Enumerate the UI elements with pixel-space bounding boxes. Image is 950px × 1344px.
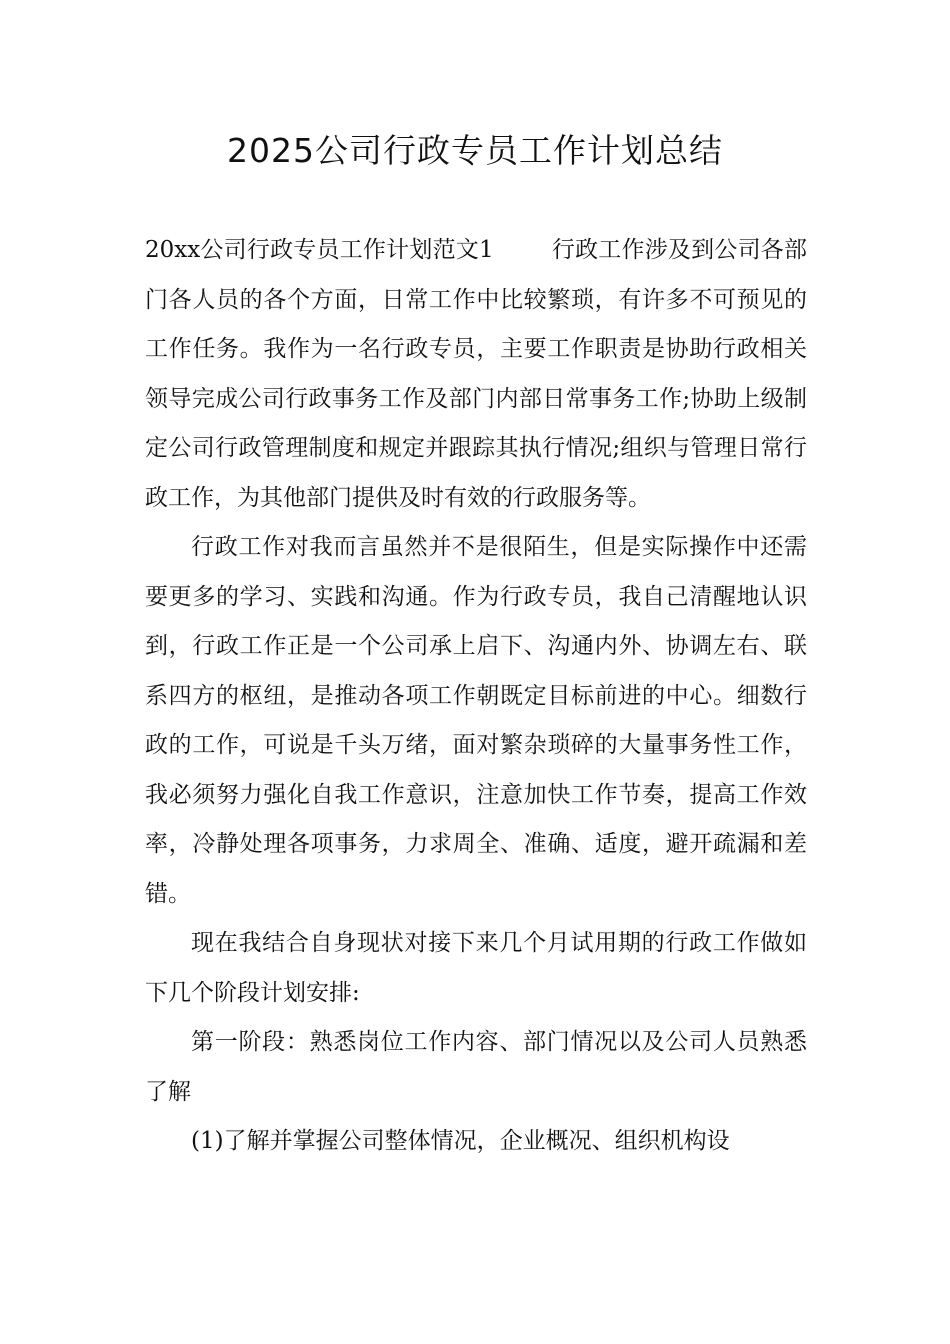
paragraph-3: 现在我结合自身现状对接下来几个月试用期的行政工作做如下几个阶段计划安排: bbox=[145, 930, 807, 1006]
paragraph-4: 第一阶段：熟悉岗位工作内容、部门情况以及公司人员熟悉了解 bbox=[145, 1029, 807, 1105]
document-title: 2025公司行政专员工作计划总结 bbox=[227, 131, 723, 170]
paragraph-intro bbox=[145, 226, 807, 523]
document-body bbox=[145, 226, 807, 1167]
paragraph-1-text: 行政工作涉及到公司各部门各人员的各个方面，日常工作中比较繁琐，有许多不可预见的工作任务。我作为一名行政专员，主要工作职责是协助行政相关领导完成公司行政事务工作及部门内部日常事务工作;协助上级制定公司行政管理制度和规定并跟踪其执行情况;组织与管理日常行政工作，为其他部门提供及时有效的行政服务等。 bbox=[145, 237, 808, 511]
paragraph-5: (1)了解并掌握公司整体情况，企业概况、组织机构设 bbox=[191, 1128, 730, 1154]
paragraph-2: 行政工作对我而言虽然并不是很陌生，但是实际操作中还需要更多的学习、实践和沟通。作为行政专员，我自己清醒地认识到，行政工作正是一个公司承上启下、沟通内外、协调左右、联系四方的枢纽，是推动各项工作朝既定目标前进的中心。细数行政的工作，可说是千头万绪，面对繁杂琐碎的大量事务性工作，我必须努力强化自我工作意识，注意加快工作节奏，提高工作效率，冷静处理各项事务，力求周全、准确、适度，避开疏漏和差错。 bbox=[145, 534, 807, 907]
intro-heading: 20xx公司行政专员工作计划范文1 bbox=[145, 237, 494, 263]
